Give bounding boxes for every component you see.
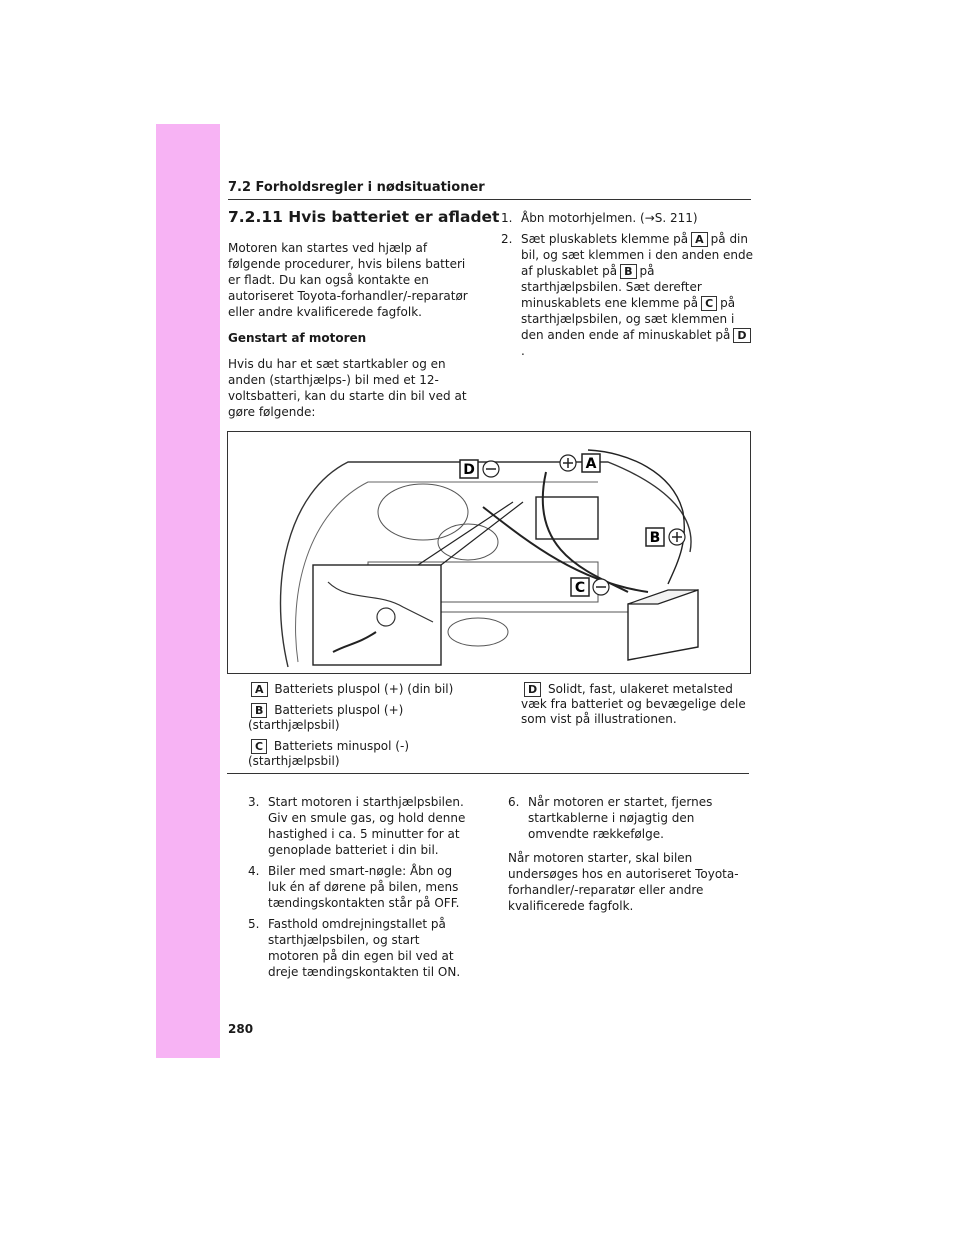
chapter-side-tab [156, 124, 220, 1058]
engine-part [438, 524, 498, 560]
detail-outline [585, 450, 684, 584]
step-6: 6. Når motoren er startet, fjernes startkablerne i nøjagtig den omvendte rækkefølge. [508, 795, 713, 841]
grille-emblem [448, 618, 508, 646]
step-5: 5. Fasthold omdrejningstallet på starthjælpsbilen, og start motoren på din egen bil ved at dreje tændingskontakten til ON. [248, 917, 461, 979]
intro-paragraph: Motoren kan startes ved hjælp af følgende procedurer, hvis bilens batteri er fladt. Du kan også kontakte en autoriseret Toyota-forhandler/-reparatør eller andre kvalificerede fagfolk. [228, 241, 468, 319]
page-title: 7.2.11 Hvis batteriet er afladet [228, 208, 500, 226]
legend-right [521, 682, 751, 733]
jump-start-illustration [227, 431, 751, 674]
legend-divider [227, 773, 749, 774]
step-2: 2. Sæt pluskablets klemme på A på din bil, og sæt klemmen i den anden ende af pluskablet på B på starthjælpsbilen. Sæt derefter minuskablets ene klemme på C på starthjælpsbilen, og sæt klemmen i den anden ende af minuskablet på D. [501, 232, 754, 358]
subheading: Genstart af motoren [228, 331, 367, 345]
section-header: 7.2 Forholdsregler i nødsituationer [228, 180, 751, 200]
step-3: 3. Start motoren i starthjælpsbilen. Giv en smule gas, og hold denne hastighed i ca. 5 minutter for at genoplade batteriet i din bil. [248, 795, 466, 857]
ref-a: A [691, 232, 708, 247]
right-column [501, 210, 756, 364]
legend-item-c: C Batteriets minuspol (-) (starthjælpsbil) [248, 739, 409, 768]
inset-leader-2 [418, 502, 513, 565]
ref-d: D [733, 328, 750, 343]
steps-bottom-right [508, 794, 753, 924]
ref-b: B [620, 264, 636, 279]
marker-c-label: C [574, 580, 586, 596]
marker-d [460, 460, 499, 478]
inset-leader-1 [441, 502, 523, 565]
engine-bay-drawing [228, 432, 750, 673]
steps-top-list [501, 210, 756, 359]
step-1: 1. Åbn motorhjelmen. (→S. 211) [501, 211, 698, 225]
legend-left [248, 682, 488, 775]
marker-a-label: A [585, 456, 597, 472]
legend-item-a: A Batteriets pluspol (+) (din bil) [248, 682, 488, 697]
restart-paragraph: Hvis du har et sæt startkabler og en anden (starthjælps-) bil med et 12-voltsbatteri, kan du starte din bil ved at gøre følgende: [228, 357, 467, 419]
page-number: 280 [228, 1022, 254, 1036]
legend-item-b: B Batteriets pluspol (+) (starthjælpsbil) [248, 703, 404, 732]
closing-paragraph: Når motoren starter, skal bilen undersøges hos en autoriseret Toyota-forhandler/-reparatør eller andre kvalificerede fagfolk. [508, 851, 739, 913]
marker-b [646, 528, 685, 546]
marker-c [571, 578, 609, 596]
ref-c: C [701, 296, 717, 311]
marker-a [560, 454, 600, 472]
marker-d-label: D [463, 462, 475, 478]
engine-block [378, 484, 468, 540]
steps-bottom-left [248, 794, 470, 985]
left-column [228, 240, 476, 430]
legend-item-d: D Solidt, fast, ulakeret metalsted væk fra batteriet og bevægelige dele som vist på illustrationen. [521, 682, 746, 726]
marker-b-label: B [649, 530, 661, 546]
step-4: 4. Biler med smart-nøgle: Åbn og luk én af dørene på bilen, mens tændingskontakten står på OFF. [248, 864, 460, 910]
